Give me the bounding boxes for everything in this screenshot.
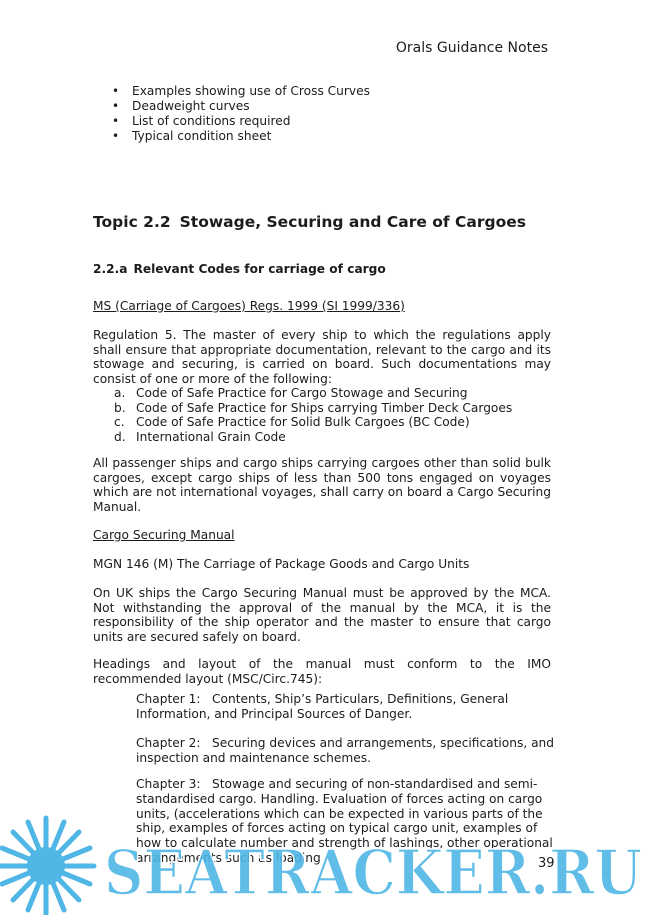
- section-title: Relevant Codes for carriage of cargo: [133, 262, 386, 276]
- ms-regs-heading: MS (Carriage of Cargoes) Regs. 1999 (SI 1999/336): [93, 299, 405, 313]
- running-header: Orals Guidance Notes: [395, 40, 548, 56]
- bullet-item: • List of conditions required: [110, 114, 370, 129]
- code-letter: a.: [114, 386, 126, 400]
- code-text: International Grain Code: [136, 429, 286, 444]
- mgn-reference: MGN 146 (M) The Carriage of Package Goods and Cargo Units: [93, 557, 470, 571]
- section-number: 2.2.a: [93, 262, 128, 276]
- regulation-paragraph: [93, 328, 551, 444]
- code-text: Code of Safe Practice for Cargo Stowage and Securing: [136, 386, 468, 400]
- code-list-item: [114, 386, 551, 401]
- topic-heading: [93, 213, 526, 231]
- code-list-item: [114, 430, 551, 445]
- chapter-label: Chapter 2:: [136, 736, 201, 750]
- chapter-item: [136, 736, 561, 766]
- chapter-label: Chapter 1:: [136, 692, 201, 706]
- chapter-text: Contents, Ship’s Particulars, Definitions, General Information, and Principal Sources of Danger.: [136, 692, 509, 721]
- csm-approval-paragraph: On UK ships the Cargo Securing Manual must be approved by the MCA. Not withstanding the approval of the manual by the MCA, it is the responsibility of the ship operator and the master to ensure that cargo units are secured safely on board.: [93, 586, 551, 644]
- chapter-item: [136, 692, 561, 722]
- bullet-item: • Examples showing use of Cross Curves: [110, 84, 370, 99]
- page-number: 39: [538, 856, 555, 871]
- code-text: Code of Safe Practice for Solid Bulk Cargoes (BC Code): [136, 415, 470, 429]
- csm-heading: Cargo Securing Manual: [93, 528, 235, 542]
- code-letter: b.: [114, 400, 126, 415]
- chapter-text: Securing devices and arrangements, specifications, and inspection and maintenance schemes.: [136, 736, 555, 765]
- chapter-text: Stowage and securing of non-standardised and semi-standardised cargo. Handling. Evaluation of forces acting on cargo units, (accelerations which can be expected in various parts of the ship, examples of forces acting on typical cargo unit, examples of how to calculate number and strength of lashings, other operational arrangements such as loading: [136, 777, 553, 865]
- topic-number: Topic 2.2: [93, 213, 171, 231]
- section-heading: [93, 262, 386, 276]
- regulation-text: Regulation 5. The master of every ship to which the regulations apply shall ensure that appropriate documentation, relevant to the cargo and its stowage and securing, is carried on board. Such documentations may consist of one or more of the following:: [93, 328, 551, 386]
- watermark-text: SEATRACKER.RU: [104, 836, 642, 909]
- sun-logo-icon: [0, 818, 94, 914]
- bullet-item: • Typical condition sheet: [110, 129, 370, 144]
- code-list: [93, 386, 551, 444]
- bullet-item: • Deadweight curves: [110, 99, 370, 114]
- layout-paragraph: Headings and layout of the manual must conform to the IMO recommended layout (MSC/Circ.745):: [93, 657, 551, 686]
- passenger-ships-paragraph: All passenger ships and cargo ships carrying cargoes other than solid bulk cargoes, except cargo ships of less than 500 tons engaged on voyages which are not international voyages, shall carry on board a Cargo Securing Manual.: [93, 456, 551, 514]
- code-letter: d.: [114, 429, 126, 444]
- bullet-list: [110, 84, 370, 144]
- chapter-label: Chapter 3:: [136, 777, 201, 791]
- topic-title: Stowage, Securing and Care of Cargoes: [179, 213, 527, 231]
- code-list-item: [114, 401, 551, 416]
- code-list-item: [114, 415, 551, 430]
- code-text: Code of Safe Practice for Ships carrying Timber Deck Cargoes: [136, 400, 513, 415]
- code-letter: c.: [114, 415, 125, 429]
